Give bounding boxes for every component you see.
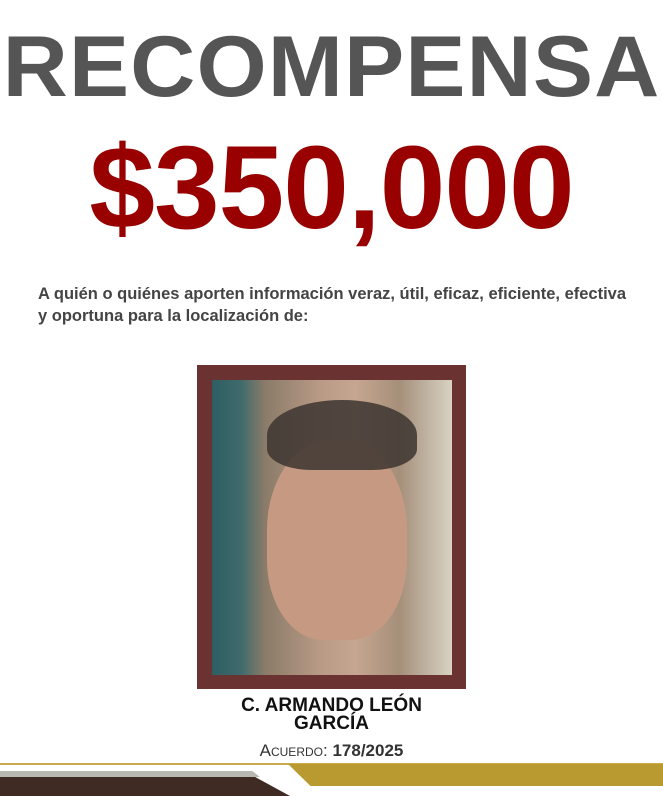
hair-shape (267, 400, 417, 470)
face-shape (267, 440, 407, 640)
person-name (0, 697, 663, 733)
reward-amount: $350,000 (89, 122, 574, 254)
footer-gold-band (288, 764, 663, 786)
person-name-line1: C. ARMANDO LEÓN (241, 695, 422, 716)
footer-brown-band (0, 777, 290, 796)
agreement (0, 741, 663, 761)
photo-frame (197, 365, 466, 689)
person-name-line2: GARCÍA (294, 713, 369, 734)
reward-title: RECOMPENSA (2, 19, 661, 115)
missing-person-photo (212, 380, 452, 675)
agreement-number: 178/2025 (332, 741, 404, 760)
reward-description: A quién o quiénes aporten información veraz, útil, eficaz, eficiente, efectiva y oportuna para la localización de: (38, 285, 627, 325)
footer-gray-band (0, 771, 260, 777)
agreement-label: Acuerdo: (259, 741, 328, 760)
